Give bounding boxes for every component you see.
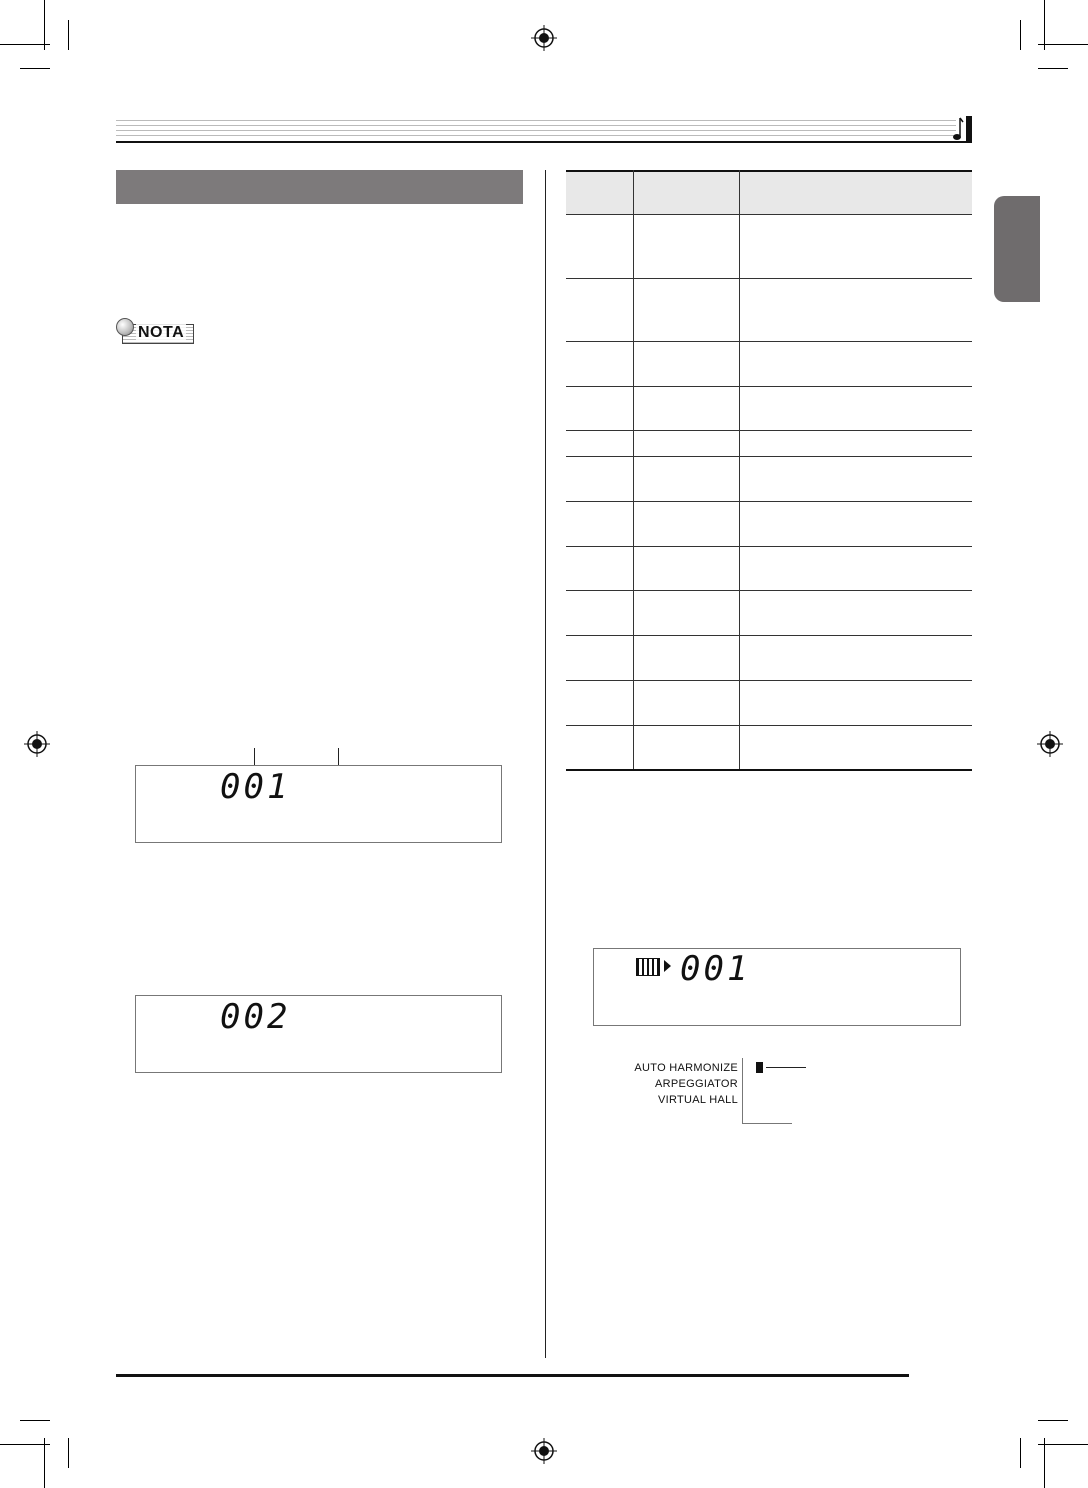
- crop-mark: [68, 20, 69, 50]
- crop-mark: [44, 1438, 45, 1488]
- crop-mark: [1038, 1444, 1088, 1445]
- crop-mark: [1044, 1438, 1045, 1488]
- lightbulb-icon: [116, 318, 134, 336]
- crop-mark: [20, 68, 50, 69]
- registration-mark-icon: [531, 1438, 557, 1464]
- crop-mark: [1044, 0, 1045, 50]
- lcd-display: [135, 995, 502, 1073]
- note-callout: [116, 318, 196, 344]
- table-header: [566, 170, 972, 214]
- column-divider: [545, 170, 546, 1358]
- indicator-label-virtual-hall: VIRTUAL HALL: [657, 1094, 738, 1106]
- registration-mark-icon: [1037, 731, 1063, 757]
- footer-rule: [116, 1374, 909, 1377]
- note-label: NOTA: [138, 324, 185, 341]
- crop-mark: [0, 44, 50, 45]
- section-heading-bar: [116, 170, 523, 204]
- indicator-bracket: [742, 1123, 792, 1124]
- crop-mark: [1038, 44, 1088, 45]
- lcd-number: 002: [220, 997, 291, 1037]
- keyboard-icon: [636, 958, 660, 976]
- crop-mark: [44, 0, 45, 50]
- crop-mark: [0, 1444, 50, 1445]
- music-note-icon: [948, 116, 964, 142]
- registration-mark-icon: [24, 731, 50, 757]
- crop-mark: [1020, 20, 1021, 50]
- crop-mark: [1020, 1438, 1021, 1468]
- indicator-bracket: [742, 1058, 743, 1124]
- crop-mark: [1038, 1420, 1068, 1421]
- lcd-number: 001: [220, 767, 291, 807]
- language-tab: [994, 196, 1040, 302]
- lcd-display: [135, 765, 502, 843]
- callout-leader: [766, 1067, 806, 1068]
- triangle-right-icon: [664, 960, 671, 972]
- indicator-label-arpeggiator: ARPEGGIATOR: [655, 1078, 738, 1090]
- indicator-label-auto-harmonize: AUTO HARMONIZE: [634, 1062, 738, 1074]
- crop-mark: [68, 1438, 69, 1468]
- registration-mark-icon: [531, 25, 557, 51]
- tone-table: [566, 170, 972, 771]
- crop-mark: [20, 1420, 50, 1421]
- crop-mark: [1038, 68, 1068, 69]
- lcd-number: 001: [680, 949, 751, 989]
- indicator-mark: [756, 1062, 763, 1073]
